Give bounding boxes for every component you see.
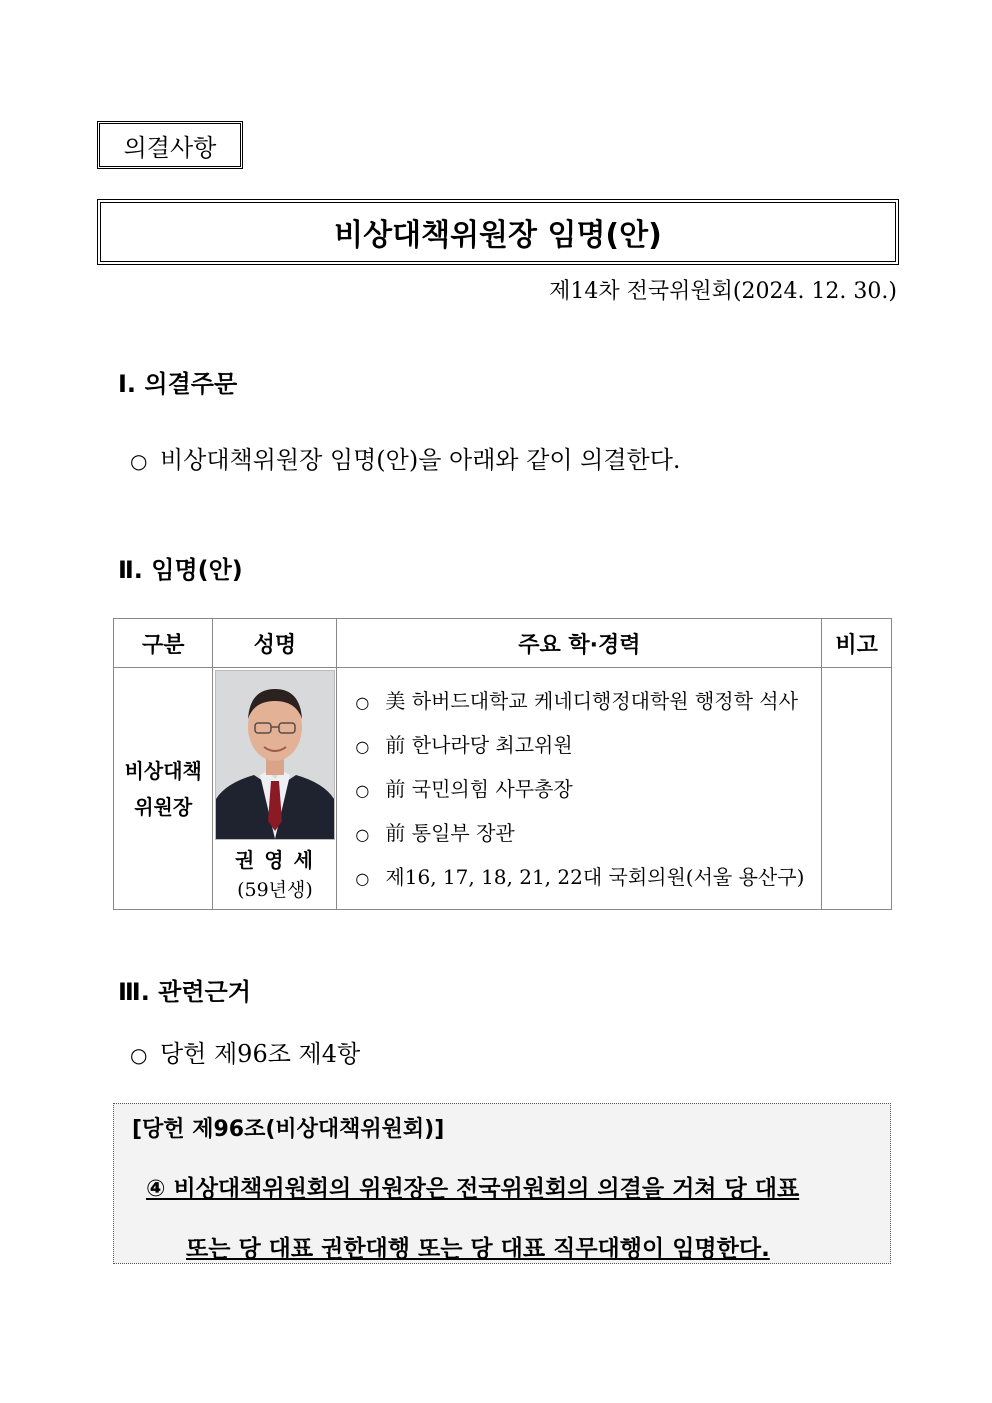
career-text: 美 하버드대학교 케네디행정대학원 행정학 석사 <box>385 688 798 713</box>
header-career: 주요 학·경력 <box>337 619 822 668</box>
career-text: 前 통일부 장관 <box>385 820 515 845</box>
bullet-symbol: ○ <box>355 824 370 844</box>
note-cell <box>822 668 892 910</box>
appointee-birth-year: (59년생) <box>237 879 313 901</box>
category-cell <box>114 668 213 910</box>
section2-heading: Ⅱ. 임명(안) <box>118 556 243 584</box>
section1-bullet-item <box>130 440 681 475</box>
portrait-illustration <box>216 671 334 839</box>
career-item <box>355 768 821 812</box>
category-line: 위원장 <box>134 794 193 819</box>
bullet-symbol: ○ <box>355 692 370 712</box>
bullet-symbol: ○ <box>355 780 370 800</box>
category-line: 비상대책 <box>124 758 202 783</box>
bullet-symbol: ○ <box>130 449 148 473</box>
section3-bullet-item <box>130 1034 360 1069</box>
document-title: 비상대책위원장 임명(안) <box>97 199 899 265</box>
career-item <box>355 680 821 724</box>
career-text: 제16, 17, 18, 21, 22대 국회의원(서울 용산구) <box>385 864 805 889</box>
appointee-name: 권영세 <box>234 848 323 872</box>
career-cell <box>337 668 822 910</box>
table-row <box>114 668 892 910</box>
section1-text: 비상대책위원장 임명(안)을 아래와 같이 의결한다. <box>160 446 681 474</box>
header-note: 비고 <box>822 619 892 668</box>
bylaw-quote-line: ④ 비상대책위원회의 위원장은 전국위원회의 의결을 거쳐 당 대표 <box>146 1176 800 1202</box>
career-item <box>355 812 821 856</box>
career-item <box>355 856 821 900</box>
section3-heading: Ⅲ. 관련근거 <box>118 978 251 1006</box>
header-name: 성명 <box>213 619 337 668</box>
header-category: 구분 <box>114 619 213 668</box>
bylaw-quote-box <box>113 1103 891 1264</box>
bylaw-quote-heading: [당헌 제96조(비상대책위원회)] <box>132 1117 445 1142</box>
section3-text: 당헌 제96조 제4항 <box>160 1040 361 1068</box>
career-text: 前 국민의힘 사무총장 <box>385 776 573 801</box>
bullet-symbol: ○ <box>355 736 370 756</box>
document-type-label: 의결사항 <box>97 121 243 169</box>
bullet-symbol: ○ <box>130 1043 148 1067</box>
appointment-table <box>113 618 892 910</box>
table-header-row <box>114 619 892 668</box>
career-item <box>355 724 821 768</box>
meeting-info: 제14차 전국위원회(2024. 12. 30.) <box>549 279 897 304</box>
bylaw-quote-line: 또는 당 대표 권한대행 또는 당 대표 직무대행이 임명한다. <box>186 1236 770 1262</box>
name-cell <box>213 668 337 910</box>
bullet-symbol: ○ <box>355 868 370 888</box>
career-text: 前 한나라당 최고위원 <box>385 732 573 757</box>
portrait-photo <box>215 670 335 840</box>
section1-heading: Ⅰ. 의결주문 <box>118 370 238 398</box>
